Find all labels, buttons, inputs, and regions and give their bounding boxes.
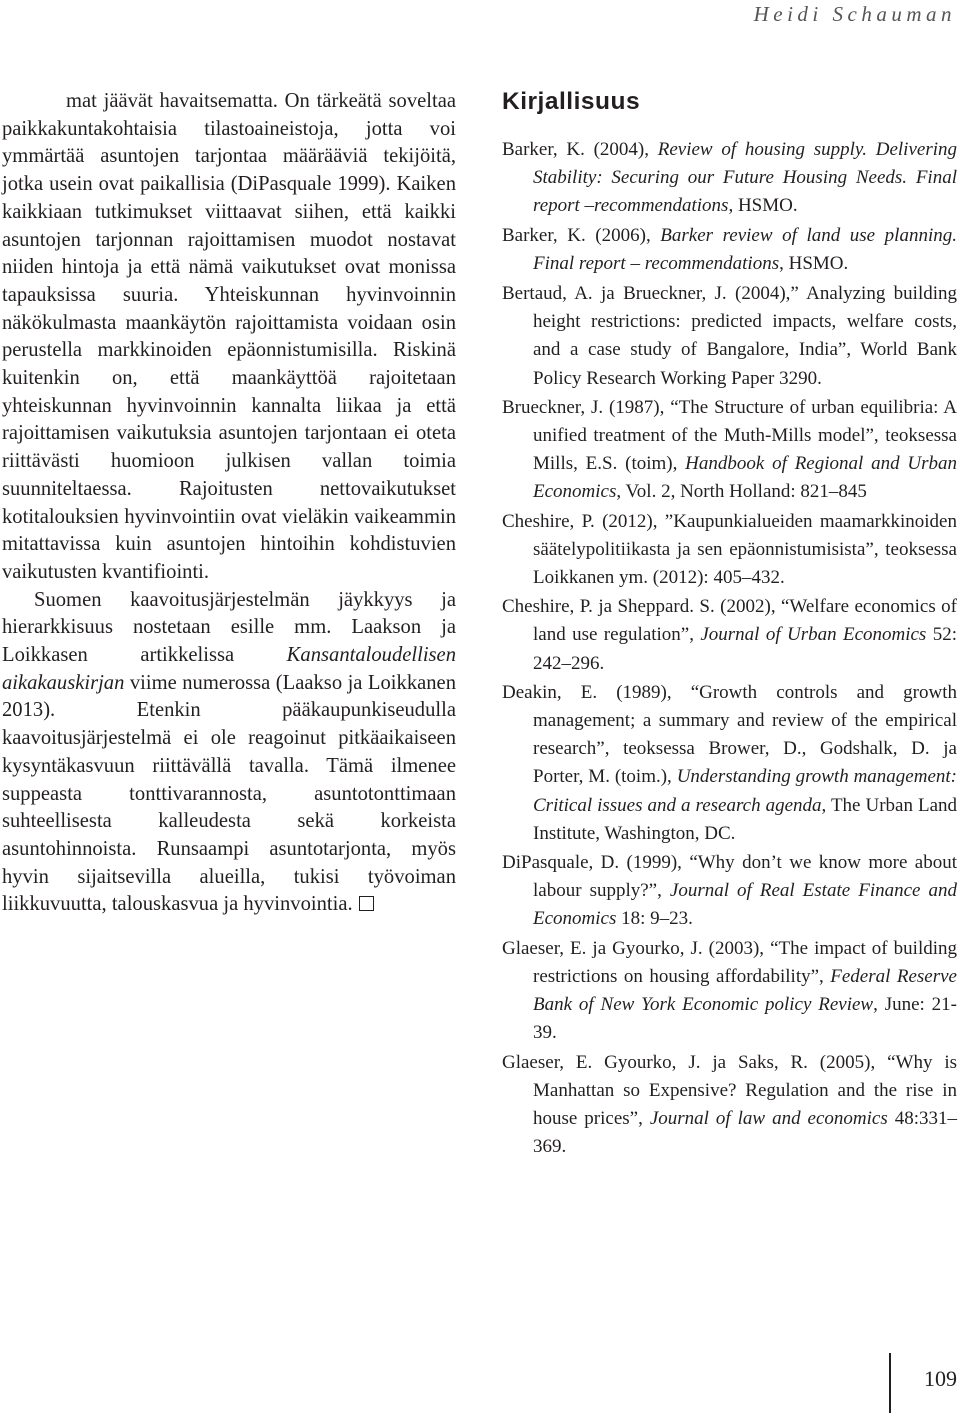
reference-item bbox=[502, 1049, 957, 1162]
reference-details: , HSMO. bbox=[779, 252, 849, 274]
references-column bbox=[502, 88, 957, 1162]
reference-item bbox=[502, 679, 957, 848]
reference-title: Understanding growth management: Critical issues and a research agenda bbox=[533, 766, 957, 816]
folio-divider bbox=[889, 1353, 891, 1413]
reference-item bbox=[502, 508, 957, 593]
reference-authors: Barker, K. (2004), bbox=[502, 139, 658, 160]
reference-item bbox=[502, 222, 957, 278]
journal-title: Kansantaloudellisen aikakauskirjan bbox=[2, 644, 456, 694]
reference-list bbox=[502, 136, 957, 1161]
reference-item bbox=[502, 280, 957, 393]
reference-details: 48:331–369. bbox=[533, 1107, 957, 1158]
body-paragraph-2 bbox=[2, 587, 456, 919]
reference-item bbox=[502, 136, 957, 221]
reference-title: Journal of Real Estate Finance and Economics bbox=[533, 880, 957, 930]
reference-item bbox=[502, 593, 957, 678]
reference-title: Review of housing supply. Delivering Stability: Securing our Future Housing Needs. Final report –recommendations bbox=[533, 139, 957, 217]
reference-details: , The Urban Land Institute, Washington, DC. bbox=[533, 794, 958, 844]
reference-item bbox=[502, 935, 957, 1048]
reference-text: Bertaud, A. ja Brueckner, J. (2004),” Analyzing building height restrictions: predicted impacts, welfare costs, and a case study of Bangalore, India”, World Bank Policy Research Working Paper 3290. bbox=[502, 283, 957, 389]
reference-authors: Barker, K. (2006), bbox=[502, 224, 661, 246]
body-paragraph-1: mat jäävät havaitsematta. On tärkeätä soveltaa paikkakuntakohtaisia tilastoaineistoja, jotta voi ymmärtää asuntojen tarjontaa määrääviä tekijöitä, jotka usein ovat paikallisia (DiPasquale 1999). Kaiken kaikkiaan tutkimukset viittaavat siihen, että kaikki asuntojen tarjonnan rajoittamisen muodot nostavat niiden hintoja ja että nämä vaikutukset ovat monissa tapauksissa suuria. Yhteiskunnan hyvinvoinnin näkökulmasta maankäytön rajoittamista voidaan osin perustella markkinoiden epäonnistumisilla. Riskinä kuitenkin on, että maankäyttöä rajoitetaan yhteiskunnan hyvinvoinnin kannalta liikaa ja että rajoittamisen vaikutuksia asuntojen tarjontaan ei oteta riittävästi huomioon julkisen vallan toimia suunniteltaessa. Rajoitusten nettovaikutukset kotitalouksien hyvinvointiin ovat vieläkin vaikeammin mitattavissa kuin asuntojen hintoihin kohdistuvien vaikutusten kvantifiointi. bbox=[2, 90, 456, 583]
page-number: 109 bbox=[924, 1366, 957, 1391]
reference-authors: Glaeser, E. Gyourko, J. ja Saks, R. (2005), “Why is Manhattan so Expensive? Regulation and the rise in house prices”, bbox=[502, 1051, 957, 1129]
reference-title: Journal of law and economics bbox=[649, 1107, 888, 1129]
reference-details: 52: 242–296. bbox=[533, 624, 957, 674]
references-heading: Kirjallisuus bbox=[502, 88, 641, 115]
body-text-column bbox=[2, 88, 456, 919]
reference-authors: Brueckner, J. (1987), “The Structure of urban equilibria: A unified treatment of the Muth-Mills model”, teoksessa Mills, E.S. (toim), bbox=[502, 396, 957, 475]
reference-title: Handbook of Regional and Urban Economics bbox=[533, 453, 957, 503]
reference-item bbox=[502, 394, 957, 507]
reference-title: Barker review of land use planning. Final report – recommendations bbox=[533, 224, 957, 274]
body-paragraph-2-text: Suomen kaavoitusjärjestelmän jäykkyys ja hierarkkisuus nostetaan esille mm. Laakson ja Loikkasen artikkelissa bbox=[2, 588, 456, 667]
reference-title: Journal of Urban Economics bbox=[700, 624, 927, 646]
reference-authors: Glaeser, E. ja Gyourko, J. (2003), “The impact of building restrictions on housing affordability”, bbox=[502, 937, 957, 987]
body-paragraph-2-text-end: viime numerossa (Laakso ja Loikkanen 2013). Etenkin pääkaupunkiseudulla kaavoitusjärjestelmä ei ole reagoinut pitkäaikaiseen kysyntäkasvuun riittävällä tavalla. Tämä ilmenee suppeasta tonttivarannosta, asuntotonttimaan suhteellisesta kalleudesta sekä korkeista asuntohinnoista. Runsaampi asuntotarjonta, myös hyvin sijaitsevilla alueilla, tukisi työvoiman liikkuvuutta, talouskasvua ja hyvinvointia. bbox=[2, 671, 456, 916]
reference-item bbox=[502, 849, 957, 934]
reference-details: 18: 9–23. bbox=[616, 908, 693, 930]
reference-authors: DiPasquale, D. (1999), “Why don’t we know more about labour supply?”, bbox=[502, 852, 957, 902]
reference-details: , June: 21-39. bbox=[533, 994, 957, 1044]
running-header-author: Heidi Schauman bbox=[753, 2, 956, 26]
reference-title: Federal Reserve Bank of New York Economic policy Review bbox=[533, 965, 957, 1016]
reference-details: , Vol. 2, North Holland: 821–845 bbox=[616, 481, 867, 503]
reference-authors: Cheshire, P. ja Sheppard. S. (2002), “Welfare economics of land use regulation”, bbox=[502, 596, 957, 646]
reference-details: , HSMO. bbox=[728, 195, 798, 217]
reference-text: Cheshire, P. (2012), ”Kaupunkialueiden maamarkkinoiden säätelypolitiikasta ja sen epäonnistumisista”, teoksessa Loikkanen ym. (2012): 405–432. bbox=[502, 510, 957, 589]
end-of-article-mark bbox=[359, 896, 374, 911]
reference-authors: Deakin, E. (1989), “Growth controls and growth management; a summary and review of the empirical research”, teoksessa Brower, D., Godshalk, D. ja Porter, M. (toim.), bbox=[502, 681, 957, 788]
